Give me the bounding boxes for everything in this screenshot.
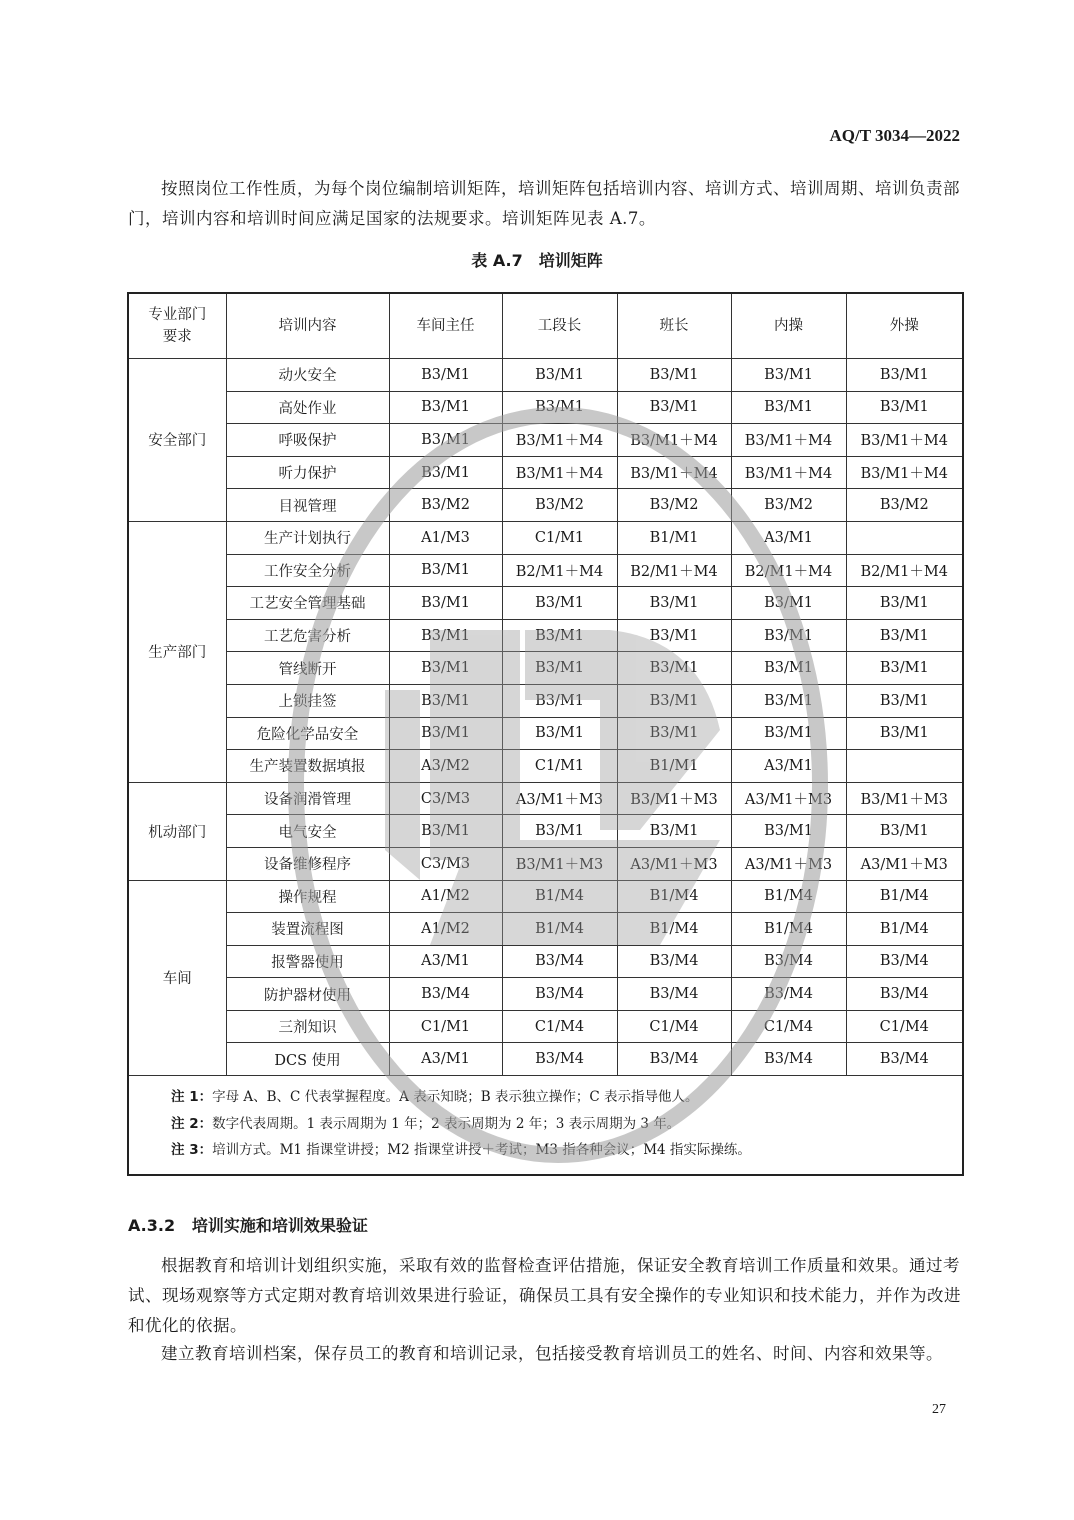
matrix-cell: B3/M1 (846, 587, 963, 620)
content-cell: 上锁挂签 (226, 684, 389, 717)
matrix-cell: B3/M1 (731, 684, 846, 717)
matrix-cell: B1/M4 (617, 913, 731, 946)
table-row (128, 1010, 963, 1043)
standard-code: AQ/T 3034—2022 (829, 126, 960, 145)
matrix-cell: B2/M1＋M4 (731, 554, 846, 587)
matrix-cell: B2/M1＋M4 (846, 554, 963, 587)
matrix-cell: B3/M1＋M3 (617, 782, 731, 815)
matrix-cell: C1/M1 (389, 1010, 502, 1043)
matrix-cell: B3/M1 (617, 619, 731, 652)
matrix-cell: B3/M1 (389, 684, 502, 717)
matrix-cell: B3/M2 (846, 489, 963, 522)
content-cell: 听力保护 (226, 456, 389, 489)
table-row (128, 847, 963, 880)
matrix-cell: A3/M1＋M3 (731, 782, 846, 815)
content-cell: 报警器使用 (226, 945, 389, 978)
content-cell: DCS 使用 (226, 1043, 389, 1076)
content-cell: 生产计划执行 (226, 521, 389, 554)
matrix-cell: B1/M1 (617, 750, 731, 783)
matrix-cell: B3/M1 (389, 815, 502, 848)
table-row (128, 489, 963, 522)
matrix-cell: B3/M1 (389, 424, 502, 457)
table-row (128, 978, 963, 1011)
content-cell: 装置流程图 (226, 913, 389, 946)
section-title: 培训实施和培训效果验证 (191, 1216, 368, 1235)
matrix-cell: B3/M1 (617, 359, 731, 392)
matrix-cell: A1/M2 (389, 880, 502, 913)
table-row (128, 359, 963, 392)
matrix-cell: B3/M1 (846, 684, 963, 717)
matrix-cell: A3/M1 (389, 1043, 502, 1076)
matrix-cell: B3/M2 (389, 489, 502, 522)
table-header-row (128, 293, 963, 359)
header-dept (128, 293, 226, 359)
table-row (128, 1043, 963, 1076)
content-cell: 危险化学品安全 (226, 717, 389, 750)
matrix-cell: A3/M1 (731, 521, 846, 554)
matrix-cell: B3/M1 (731, 619, 846, 652)
matrix-cell: B3/M1＋M4 (617, 456, 731, 489)
table-row (128, 587, 963, 620)
header-role: 班长 (617, 293, 731, 359)
note-text: 数字代表周期。1 表示周期为 1 年；2 表示周期为 2 年；3 表示周期为 3 年。 (212, 1115, 681, 1132)
matrix-cell: A3/M2 (389, 750, 502, 783)
matrix-cell: B3/M1 (502, 359, 617, 392)
matrix-cell: C1/M4 (617, 1010, 731, 1043)
content-cell: 呼吸保护 (226, 424, 389, 457)
matrix-cell: B3/M1 (731, 359, 846, 392)
dept-cell: 生产部门 (128, 521, 226, 782)
matrix-cell: C1/M4 (502, 1010, 617, 1043)
matrix-cell: B3/M1 (617, 815, 731, 848)
matrix-cell: B1/M4 (731, 880, 846, 913)
matrix-cell: B1/M4 (846, 913, 963, 946)
matrix-cell: B3/M1 (389, 717, 502, 750)
page-number: 27 (932, 1402, 946, 1417)
matrix-cell: A3/M1＋M3 (846, 847, 963, 880)
training-matrix-table (127, 292, 964, 1176)
content-cell: 高处作业 (226, 391, 389, 424)
matrix-cell: B2/M1＋M4 (617, 554, 731, 587)
matrix-cell: B2/M1＋M4 (502, 554, 617, 587)
matrix-cell: B3/M1 (846, 717, 963, 750)
matrix-cell: B3/M1 (389, 554, 502, 587)
body-paragraph: 根据教育和培训计划组织实施，采取有效的监督检查评估措施，保证安全教育培训工作质量和效果。通过考试、现场观察等方式定期对教育培训效果进行验证，确保员工具有安全操作的专业知识和技术能力，并作为改进和优化的依据。 (128, 1256, 961, 1335)
matrix-cell: B3/M1＋M4 (502, 456, 617, 489)
notes-row (128, 1076, 963, 1175)
matrix-cell: A3/M1 (731, 750, 846, 783)
matrix-cell: C1/M4 (846, 1010, 963, 1043)
matrix-cell: B3/M1 (731, 652, 846, 685)
matrix-cell: A3/M1＋M3 (502, 782, 617, 815)
note-label: 注 1： (171, 1089, 213, 1106)
matrix-cell: B3/M4 (389, 978, 502, 1011)
matrix-cell: B3/M1 (731, 815, 846, 848)
matrix-cell: B3/M4 (617, 978, 731, 1011)
matrix-cell: C3/M3 (389, 847, 502, 880)
matrix-cell: C1/M1 (502, 750, 617, 783)
section-number: A.3.2 (128, 1216, 176, 1235)
matrix-cell: B3/M4 (846, 945, 963, 978)
matrix-cell: B3/M1 (731, 391, 846, 424)
table-row (128, 652, 963, 685)
matrix-cell: B3/M1 (502, 717, 617, 750)
header-role: 外操 (846, 293, 963, 359)
note-label: 注 2： (171, 1115, 213, 1132)
matrix-cell: B3/M1 (731, 717, 846, 750)
table-row (128, 521, 963, 554)
matrix-cell: B3/M2 (502, 489, 617, 522)
matrix-cell: B3/M1 (617, 717, 731, 750)
content-cell: 工艺危害分析 (226, 619, 389, 652)
dept-cell: 安全部门 (128, 359, 226, 522)
content-cell: 工作安全分析 (226, 554, 389, 587)
matrix-cell: B3/M2 (617, 489, 731, 522)
matrix-cell: B1/M4 (502, 880, 617, 913)
matrix-cell: B3/M1 (389, 619, 502, 652)
matrix-cell: B3/M2 (731, 489, 846, 522)
matrix-cell: C1/M1 (502, 521, 617, 554)
content-cell: 动火安全 (226, 359, 389, 392)
matrix-cell: A3/M1 (389, 945, 502, 978)
matrix-cell: B3/M1 (389, 587, 502, 620)
header-role: 内操 (731, 293, 846, 359)
note-text: 培训方式。M1 指课堂讲授；M2 指课堂讲授＋考试；M3 指各种会议；M4 指实际操练。 (212, 1142, 751, 1159)
matrix-cell: B3/M1＋M4 (846, 456, 963, 489)
matrix-cell: B3/M1 (389, 391, 502, 424)
matrix-cell (846, 750, 963, 783)
matrix-cell: B3/M1 (846, 619, 963, 652)
table-row (128, 880, 963, 913)
header-dept-line2: 要求 (162, 329, 192, 345)
intro-paragraph: 按照岗位工作性质，为每个岗位编制培训矩阵，培训矩阵包括培训内容、培训方式、培训周期、培训负责部门，培训内容和培训时间应满足国家的法规要求。培训矩阵见表 A.7。 (128, 179, 960, 228)
matrix-cell: B3/M4 (731, 1043, 846, 1076)
note-line (171, 1137, 962, 1164)
matrix-cell: B3/M4 (502, 1043, 617, 1076)
note-label: 注 3： (171, 1142, 213, 1159)
matrix-cell: A1/M2 (389, 913, 502, 946)
matrix-cell: B3/M1 (502, 391, 617, 424)
matrix-cell: B3/M1＋M3 (846, 782, 963, 815)
matrix-cell: B3/M1＋M4 (731, 456, 846, 489)
matrix-cell: B3/M1 (389, 456, 502, 489)
table-row (128, 913, 963, 946)
body-paragraph: 建立教育培训档案，保存员工的教育和培训记录，包括接受教育培训员工的姓名、时间、内容和效果等。 (161, 1344, 943, 1363)
matrix-cell: B3/M4 (731, 945, 846, 978)
matrix-cell: B3/M1 (502, 587, 617, 620)
content-cell: 设备润滑管理 (226, 782, 389, 815)
content-cell: 生产装置数据填报 (226, 750, 389, 783)
matrix-cell: B3/M1 (846, 815, 963, 848)
matrix-cell: B3/M1＋M4 (502, 424, 617, 457)
matrix-cell: B1/M4 (502, 913, 617, 946)
matrix-cell: B3/M1 (617, 587, 731, 620)
header-dept-line1: 专业部门 (148, 307, 207, 323)
table-row (128, 619, 963, 652)
header-role: 工段长 (502, 293, 617, 359)
content-cell: 防护器材使用 (226, 978, 389, 1011)
dept-cell: 机动部门 (128, 782, 226, 880)
matrix-cell: B3/M1 (389, 652, 502, 685)
table-row (128, 815, 963, 848)
matrix-cell: B3/M4 (846, 978, 963, 1011)
header-content: 培训内容 (226, 293, 389, 359)
matrix-cell: B3/M1＋M4 (846, 424, 963, 457)
table-notes (128, 1076, 963, 1175)
dept-cell: 车间 (128, 880, 226, 1076)
matrix-cell: B1/M1 (617, 521, 731, 554)
table-row (128, 391, 963, 424)
table-row (128, 945, 963, 978)
note-line (171, 1111, 962, 1138)
table-row (128, 782, 963, 815)
matrix-cell: B1/M4 (731, 913, 846, 946)
matrix-cell: B3/M1 (846, 359, 963, 392)
matrix-cell: B3/M1＋M4 (731, 424, 846, 457)
matrix-cell: B3/M1 (617, 652, 731, 685)
matrix-cell: B3/M4 (731, 978, 846, 1011)
matrix-cell: B3/M4 (502, 945, 617, 978)
content-cell: 三剂知识 (226, 1010, 389, 1043)
matrix-cell: C3/M3 (389, 782, 502, 815)
header-role: 车间主任 (389, 293, 502, 359)
matrix-cell: B3/M1 (731, 587, 846, 620)
content-cell: 设备维修程序 (226, 847, 389, 880)
matrix-cell: B1/M4 (846, 880, 963, 913)
table-row (128, 456, 963, 489)
matrix-cell: B3/M1 (617, 684, 731, 717)
matrix-cell: B3/M1 (502, 684, 617, 717)
matrix-cell: B3/M4 (617, 945, 731, 978)
matrix-cell: B3/M1 (846, 652, 963, 685)
matrix-cell: B3/M4 (502, 978, 617, 1011)
matrix-cell: B3/M1 (617, 391, 731, 424)
section-heading (128, 1213, 368, 1236)
content-cell: 电气安全 (226, 815, 389, 848)
matrix-cell: A3/M1＋M3 (731, 847, 846, 880)
table-row (128, 750, 963, 783)
matrix-cell: B3/M1＋M3 (502, 847, 617, 880)
matrix-cell: B3/M4 (846, 1043, 963, 1076)
note-text: 字母 A、B、C 代表掌握程度。A 表示知晓；B 表示独立操作；C 表示指导他人。 (212, 1089, 699, 1106)
matrix-cell: B3/M1 (846, 391, 963, 424)
matrix-cell: B3/M1＋M4 (617, 424, 731, 457)
matrix-cell: B3/M1 (502, 652, 617, 685)
table-caption: 表 A.7 培训矩阵 (471, 251, 603, 270)
matrix-cell: C1/M4 (731, 1010, 846, 1043)
content-cell: 管线断开 (226, 652, 389, 685)
table-row (128, 684, 963, 717)
matrix-cell: B3/M1 (502, 815, 617, 848)
table-row (128, 554, 963, 587)
table-row (128, 717, 963, 750)
table-row (128, 424, 963, 457)
matrix-cell: A3/M1＋M3 (617, 847, 731, 880)
matrix-cell: B1/M4 (617, 880, 731, 913)
note-line (171, 1084, 962, 1111)
matrix-cell: A1/M3 (389, 521, 502, 554)
matrix-cell: B3/M1 (389, 359, 502, 392)
matrix-cell: B3/M4 (617, 1043, 731, 1076)
content-cell: 操作规程 (226, 880, 389, 913)
matrix-cell: B3/M1 (502, 619, 617, 652)
content-cell: 目视管理 (226, 489, 389, 522)
matrix-cell (846, 521, 963, 554)
content-cell: 工艺安全管理基础 (226, 587, 389, 620)
